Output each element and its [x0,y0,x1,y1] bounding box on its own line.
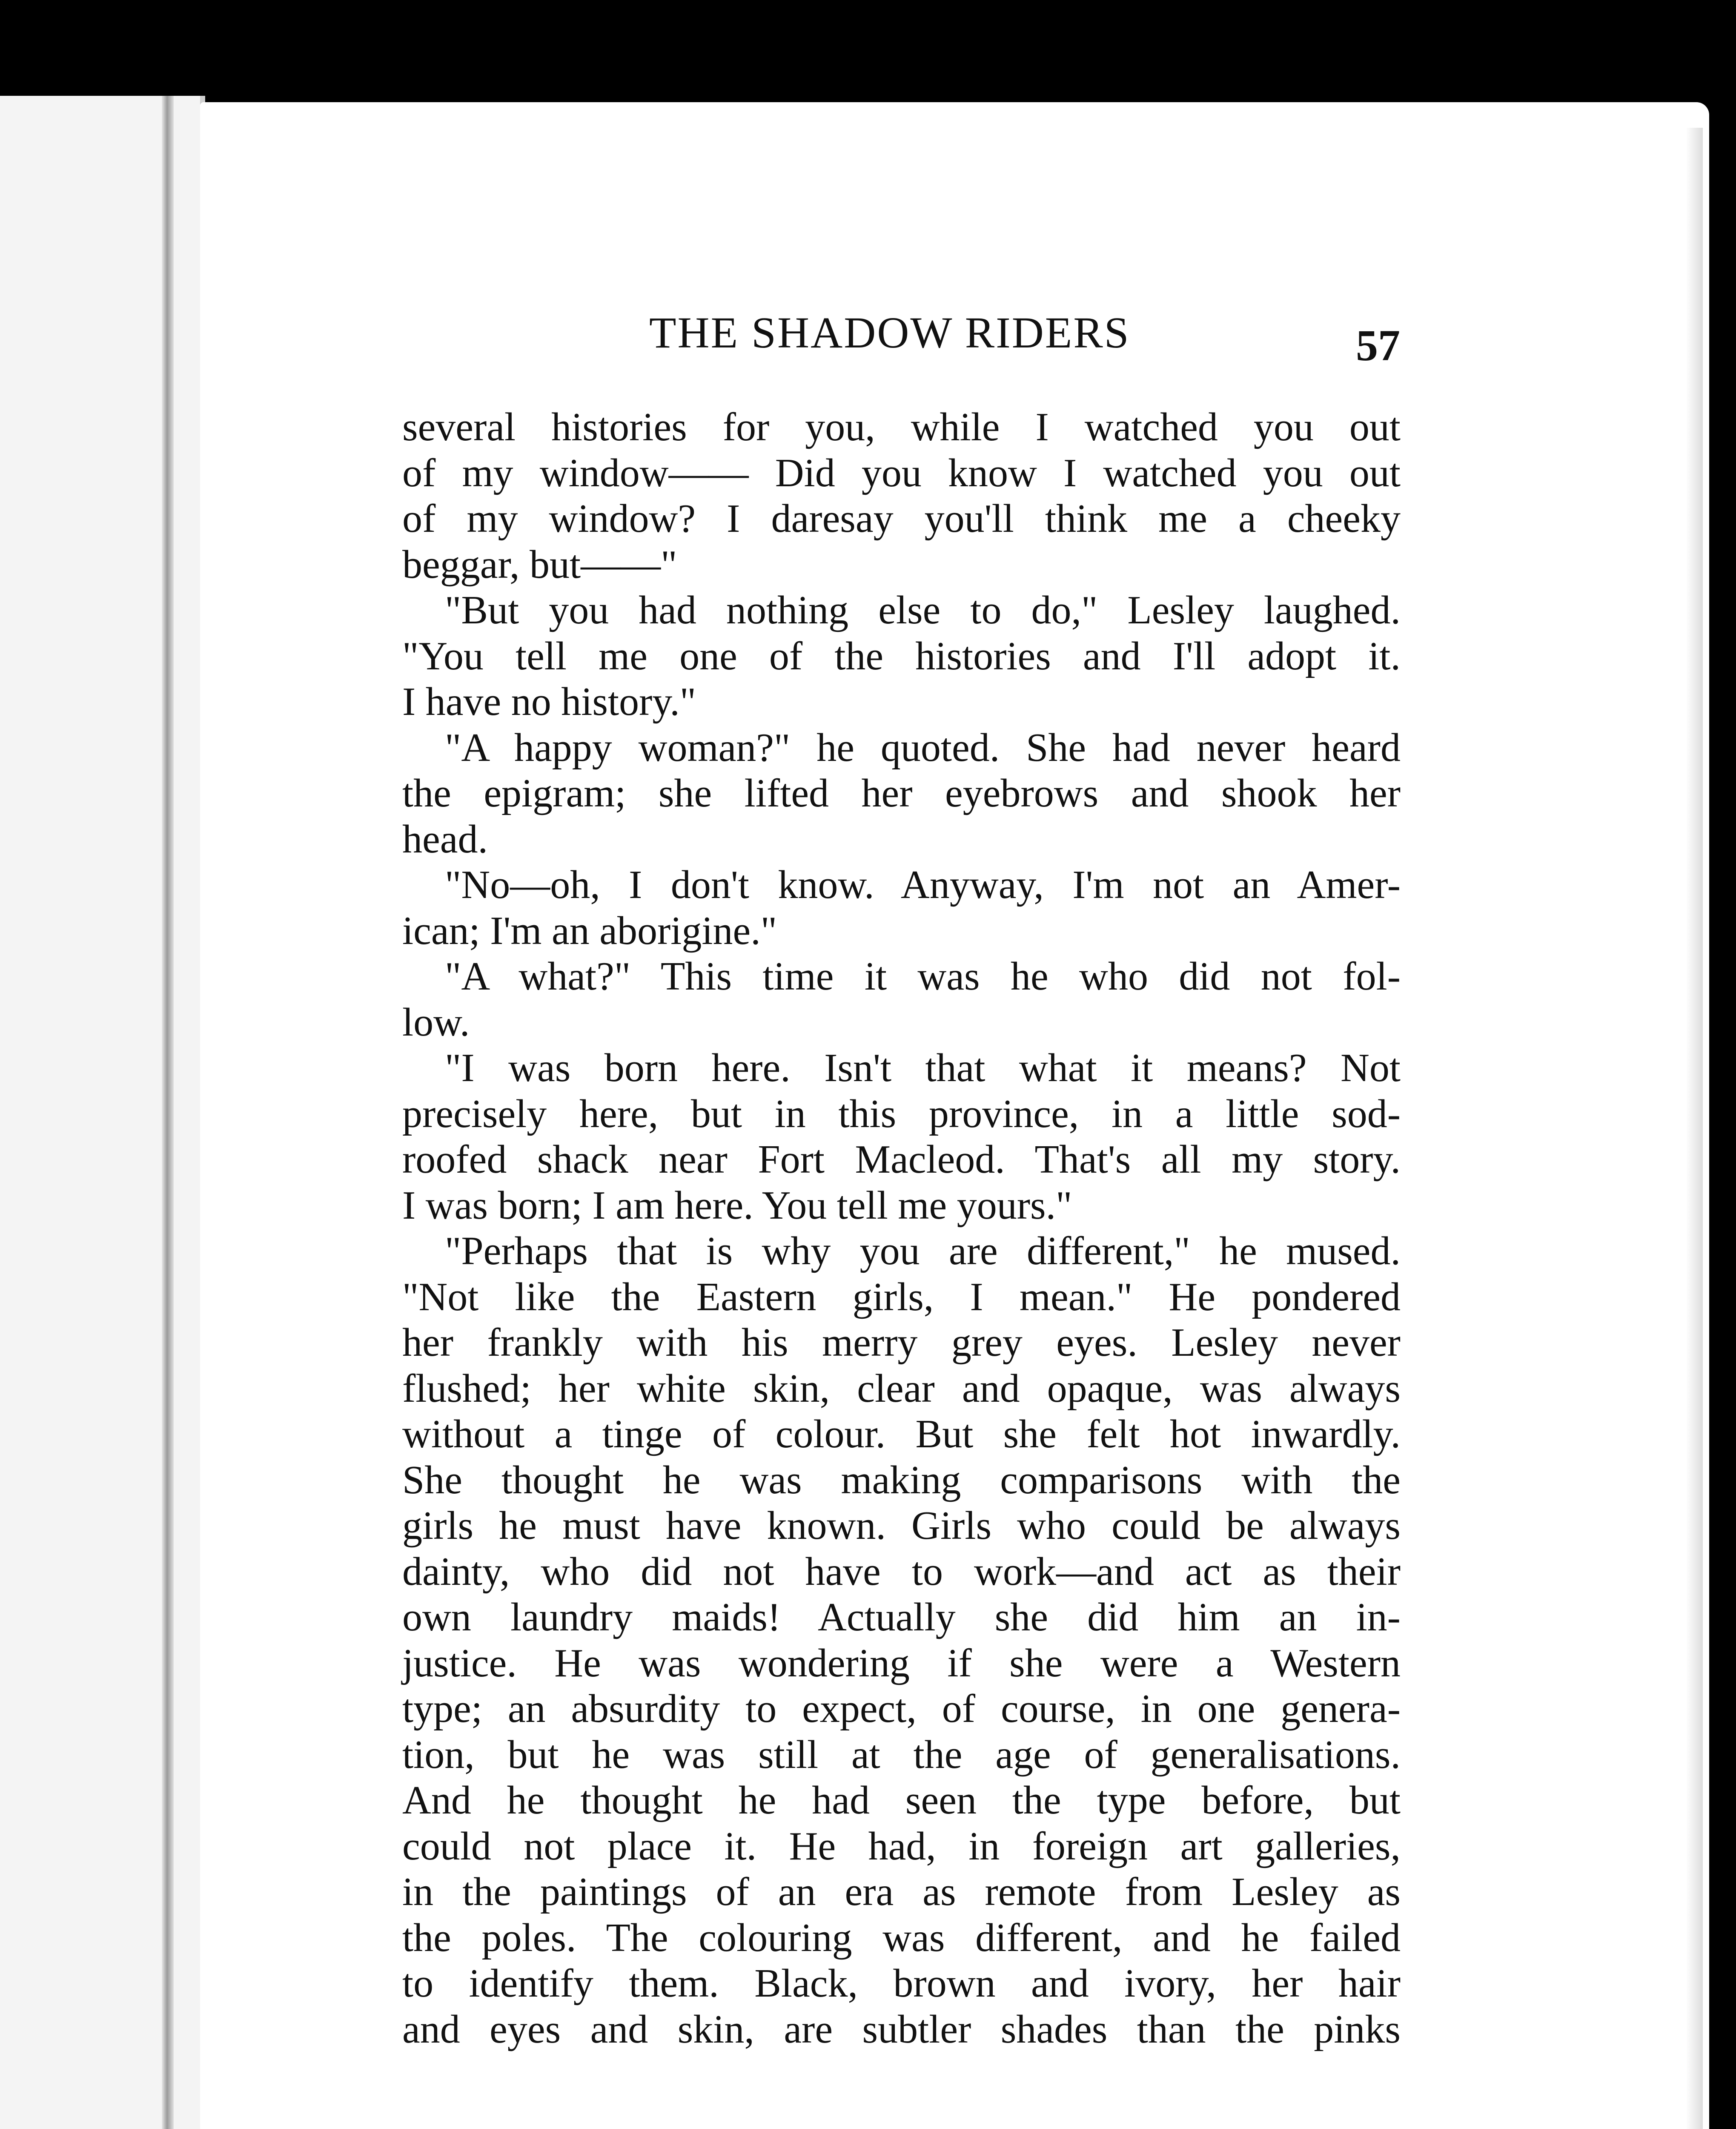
text-line: "Perhaps that is why you are different," he mused. [445,1229,1401,1273]
text-line: precisely here, but in this province, in a little sod- [402,1091,1401,1136]
gutter-shadow [162,96,174,2129]
text-line: "A what?" This time it was he who did not fol- [445,954,1401,999]
text-line: "You tell me one of the histories and I'll adopt it. [402,634,1401,678]
text-line: dainty, who did not have to work—and act as their [402,1549,1401,1594]
text-line: beggar, but——" [402,542,677,587]
text-line: ican; I'm an aborigine." [402,908,777,953]
text-line: "I was born here. Isn't that what it means? Not [445,1046,1401,1090]
text-line: justice. He was wondering if she were a Western [402,1641,1401,1685]
facing-page-edge [0,96,205,2129]
text-line: could not place it. He had, in foreign art galleries, [402,1824,1401,1868]
text-line: "But you had nothing else to do," Lesley laughed. [445,588,1401,632]
text-line: I was born; I am here. You tell me yours." [402,1183,1072,1228]
text-line: without a tinge of colour. But she felt hot inwardly. [402,1412,1401,1456]
page-number: 57 [1356,321,1400,370]
text-line: girls he must have known. Girls who could be always [402,1503,1401,1548]
body-text [402,405,1401,2052]
text-line: her frankly with his merry grey eyes. Lesley never [402,1320,1401,1365]
text-line: She thought he was making comparisons with the [402,1458,1401,1502]
text-line: roofed shack near Fort Macleod. That's all my story. [402,1137,1401,1182]
text-line: low. [402,1000,470,1044]
text-line: And he thought he had seen the type before, but [402,1778,1401,1822]
text-line: own laundry maids! Actually she did him an in- [402,1595,1401,1639]
text-line: "Not like the Eastern girls, I mean." He pondered [402,1274,1401,1319]
text-line: of my window—— Did you know I watched you out [402,450,1401,495]
text-line: tion, but he was still at the age of generalisations. [402,1732,1401,1777]
text-line: head. [402,817,488,861]
text-line: several histories for you, while I watched you out [402,405,1401,449]
text-line: "No—oh, I don't know. Anyway, I'm not an Amer- [445,863,1401,907]
text-line: the poles. The colouring was different, and he failed [402,1915,1401,1960]
text-line: the epigram; she lifted her eyebrows and shook her [402,771,1401,815]
text-line: to identify them. Black, brown and ivory, her hair [402,1961,1401,2006]
text-line: "A happy woman?" he quoted. She had never heard [445,725,1401,770]
text-line: flushed; her white skin, clear and opaque, was always [402,1366,1401,1411]
text-line: and eyes and skin, are subtler shades than the pinks [402,2007,1401,2052]
text-line: of my window? I daresay you'll think me a cheeky [402,496,1401,541]
text-line: I have no history." [402,680,696,724]
text-line: in the paintings of an era as remote from Lesley as [402,1870,1401,1914]
page-edge-shadow [1686,128,1703,2129]
text-line: type; an absurdity to expect, of course, in one genera- [402,1687,1401,1731]
running-title: THE SHADOW RIDERS [649,308,1130,357]
